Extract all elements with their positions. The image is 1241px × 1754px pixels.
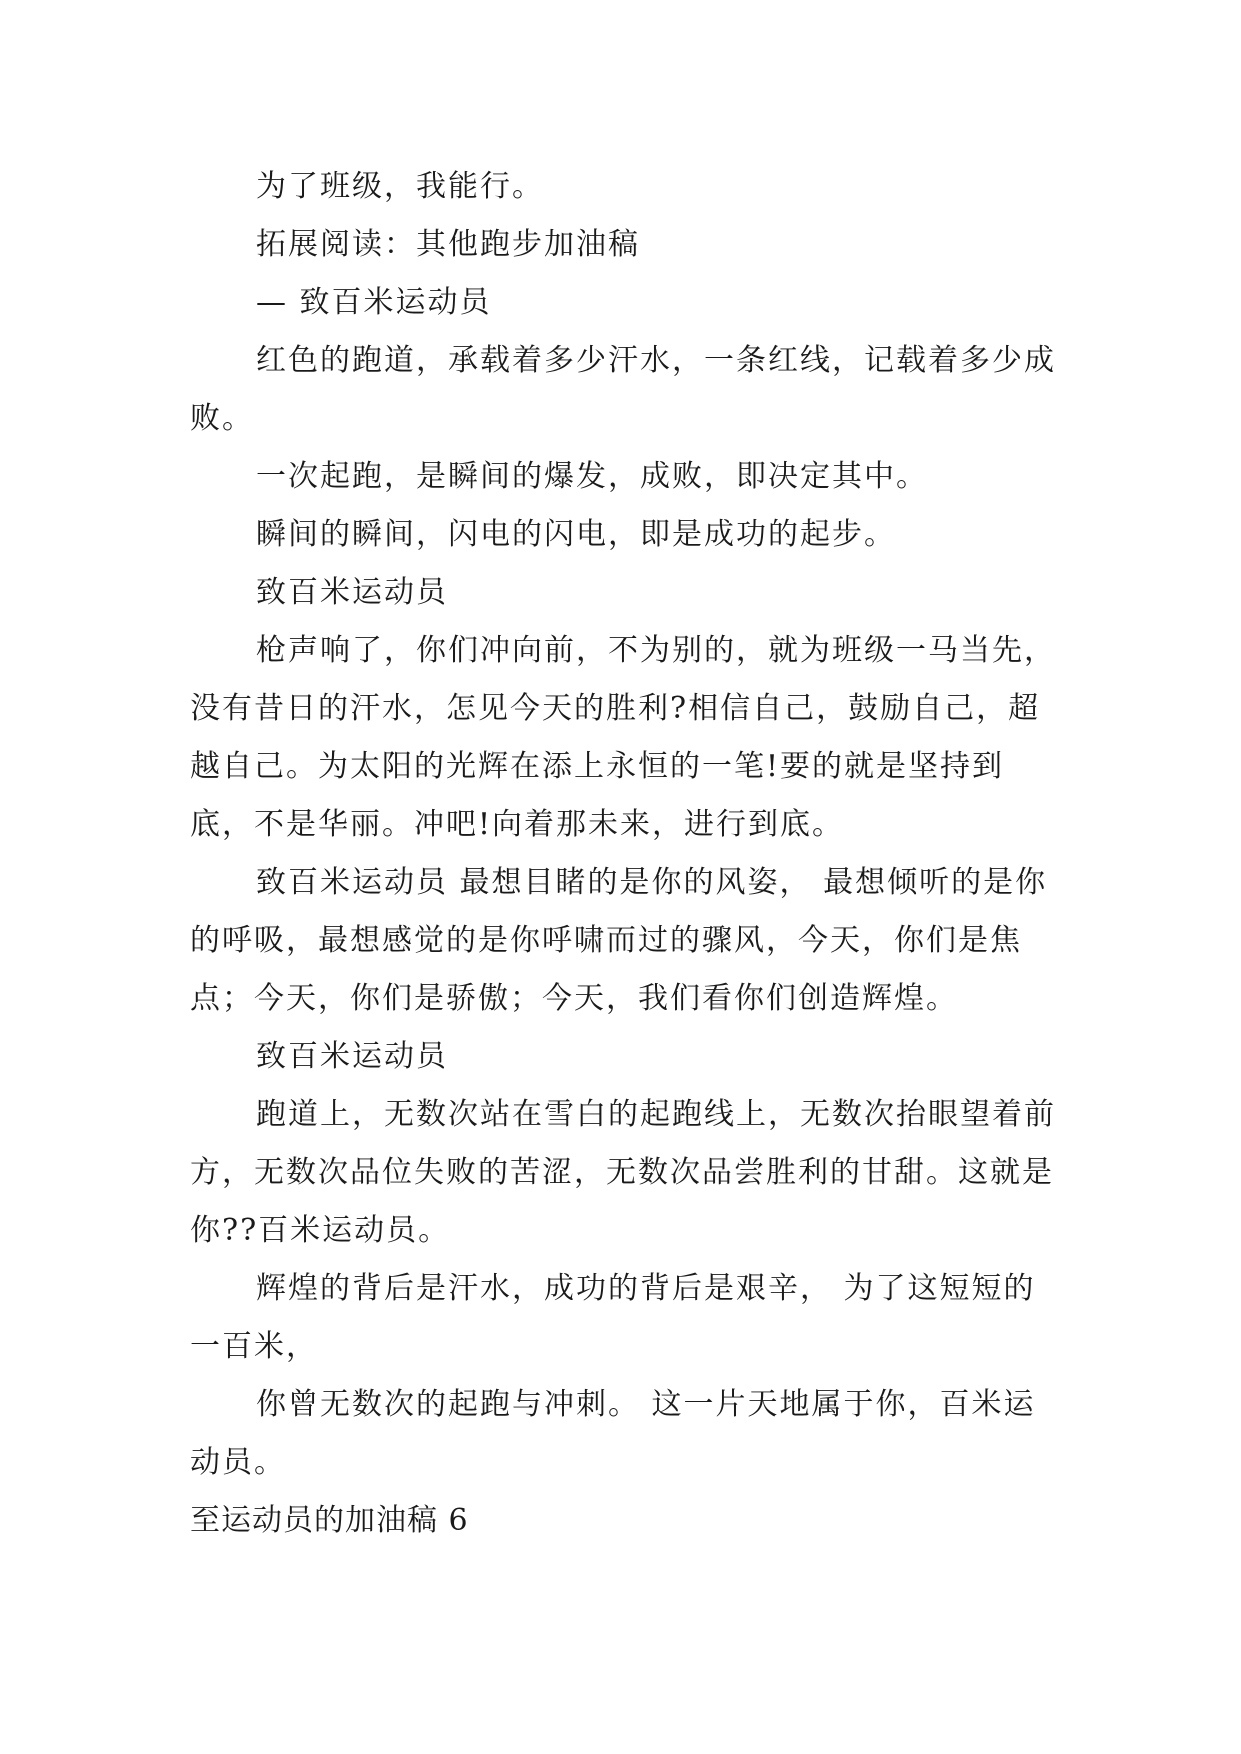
- paragraph: 辉煌的背后是汗水，成功的背后是艰辛， 为了这短短的一百米，: [190, 1271, 1036, 1364]
- paragraph: — 致百米运动员: [256, 285, 492, 320]
- paragraph: 瞬间的瞬间，闪电的闪电，即是成功的起步。: [256, 517, 896, 552]
- document-body: [190, 158, 1060, 1550]
- paragraph: 一次起跑，是瞬间的爆发，成败，即决定其中。: [256, 459, 928, 494]
- paragraph: 致百米运动员: [256, 575, 448, 610]
- paragraph: 跑道上，无数次站在雪白的起跑线上，无数次抬眼望着前方，无数次品位失败的苦涩，无数次品尝胜利的甘甜。这就是你??百米运动员。: [190, 1097, 1056, 1248]
- section-heading: 至运动员的加油稿 6: [190, 1503, 469, 1538]
- paragraph: 致百米运动员: [256, 1039, 448, 1074]
- paragraph: 红色的跑道，承载着多少汗水，一条红线，记载着多少成败。: [190, 343, 1056, 436]
- paragraph: 拓展阅读：其他跑步加油稿: [256, 227, 640, 262]
- paragraph: 你曾无数次的起跑与冲刺。 这一片天地属于你，百米运动员。: [190, 1387, 1036, 1480]
- paragraph: 枪声响了，你们冲向前，不为别的，就为班级一马当先，没有昔日的汗水，怎见今天的胜利?相信自己，鼓励自己，超越自己。为太阳的光辉在添上永恒的一笔!要的就是坚持到底，不是华丽。冲吧!向着那未来，进行到底。: [190, 633, 1056, 842]
- paragraph: 致百米运动员 最想目睹的是你的风姿， 最想倾听的是你的呼吸，最想感觉的是你呼啸而过的骤风，今天，你们是焦点；今天，你们是骄傲；今天，我们看你们创造辉煌。: [190, 865, 1048, 1016]
- paragraph: 为了班级，我能行。: [256, 169, 544, 204]
